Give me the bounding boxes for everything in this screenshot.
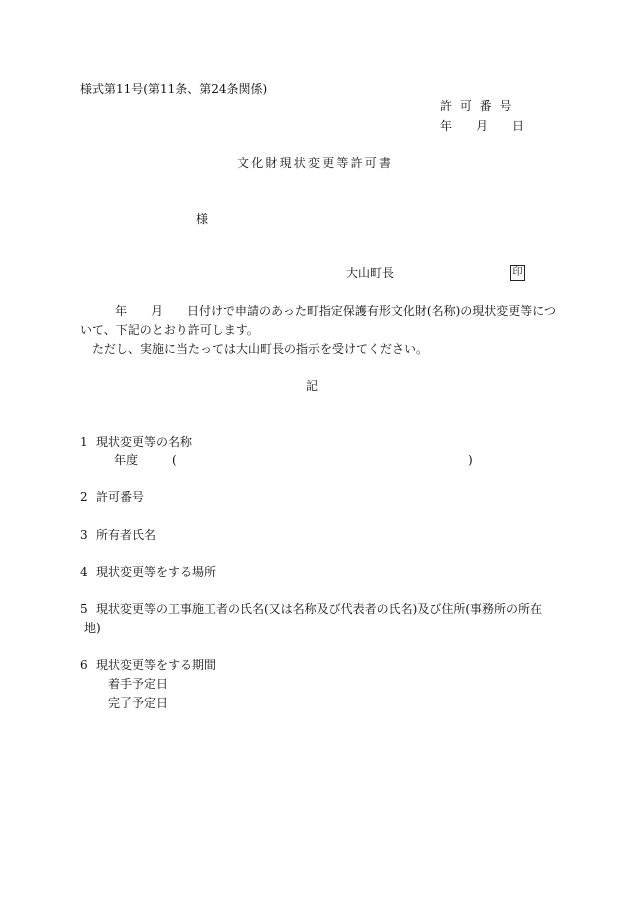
issuer-name: 大山町長 bbox=[346, 266, 395, 280]
item-number: 2 bbox=[80, 490, 88, 504]
issue-date-label: 年 月 日 bbox=[440, 119, 525, 133]
item-6-start-date: 着手予定日 bbox=[108, 677, 169, 691]
item-label: 所有者氏名 bbox=[96, 528, 157, 542]
item-number: 1 bbox=[80, 435, 88, 449]
item-1-close-paren: ) bbox=[468, 453, 473, 467]
item-number: 4 bbox=[80, 565, 88, 579]
item-number: 3 bbox=[80, 528, 88, 542]
item-label: 現状変更等をする場所 bbox=[96, 565, 217, 579]
item-label: 現状変更等の工事施工者の氏名(又は名称及び代表者の氏名)及び住所(事務所の所在 bbox=[96, 602, 543, 616]
item-6-end-date: 完了予定日 bbox=[108, 696, 169, 710]
item-number: 5 bbox=[80, 602, 88, 616]
item-label: 許可番号 bbox=[96, 490, 145, 504]
form-reference: 様式第11号(第11条、第24条関係) bbox=[80, 82, 268, 96]
document-title: 文化財現状変更等許可書 bbox=[237, 156, 394, 170]
addressee-suffix: 様 bbox=[196, 212, 209, 226]
item-1-year: 年度 bbox=[114, 453, 139, 467]
body-line-2: いて、下記のとおり許可します。 bbox=[80, 323, 259, 337]
item-5-continuation: 地) bbox=[84, 621, 101, 635]
item-label: 現状変更等をする期間 bbox=[96, 658, 217, 672]
item-number: 6 bbox=[80, 658, 88, 672]
ki-heading: 記 bbox=[306, 379, 319, 393]
item-1-open-paren: ( bbox=[172, 453, 177, 467]
body-line-3: ただし、実施に当たっては大山町長の指示を受けてください。 bbox=[92, 342, 429, 356]
permit-number-label: 許 可 番 号 bbox=[440, 99, 514, 113]
item-label: 現状変更等の名称 bbox=[96, 435, 193, 449]
seal-mark: 印 bbox=[510, 265, 525, 281]
body-line-1: 年 月 日付けで申請のあった町指定保護有形文化財(名称)の現状変更等につ bbox=[115, 304, 557, 318]
